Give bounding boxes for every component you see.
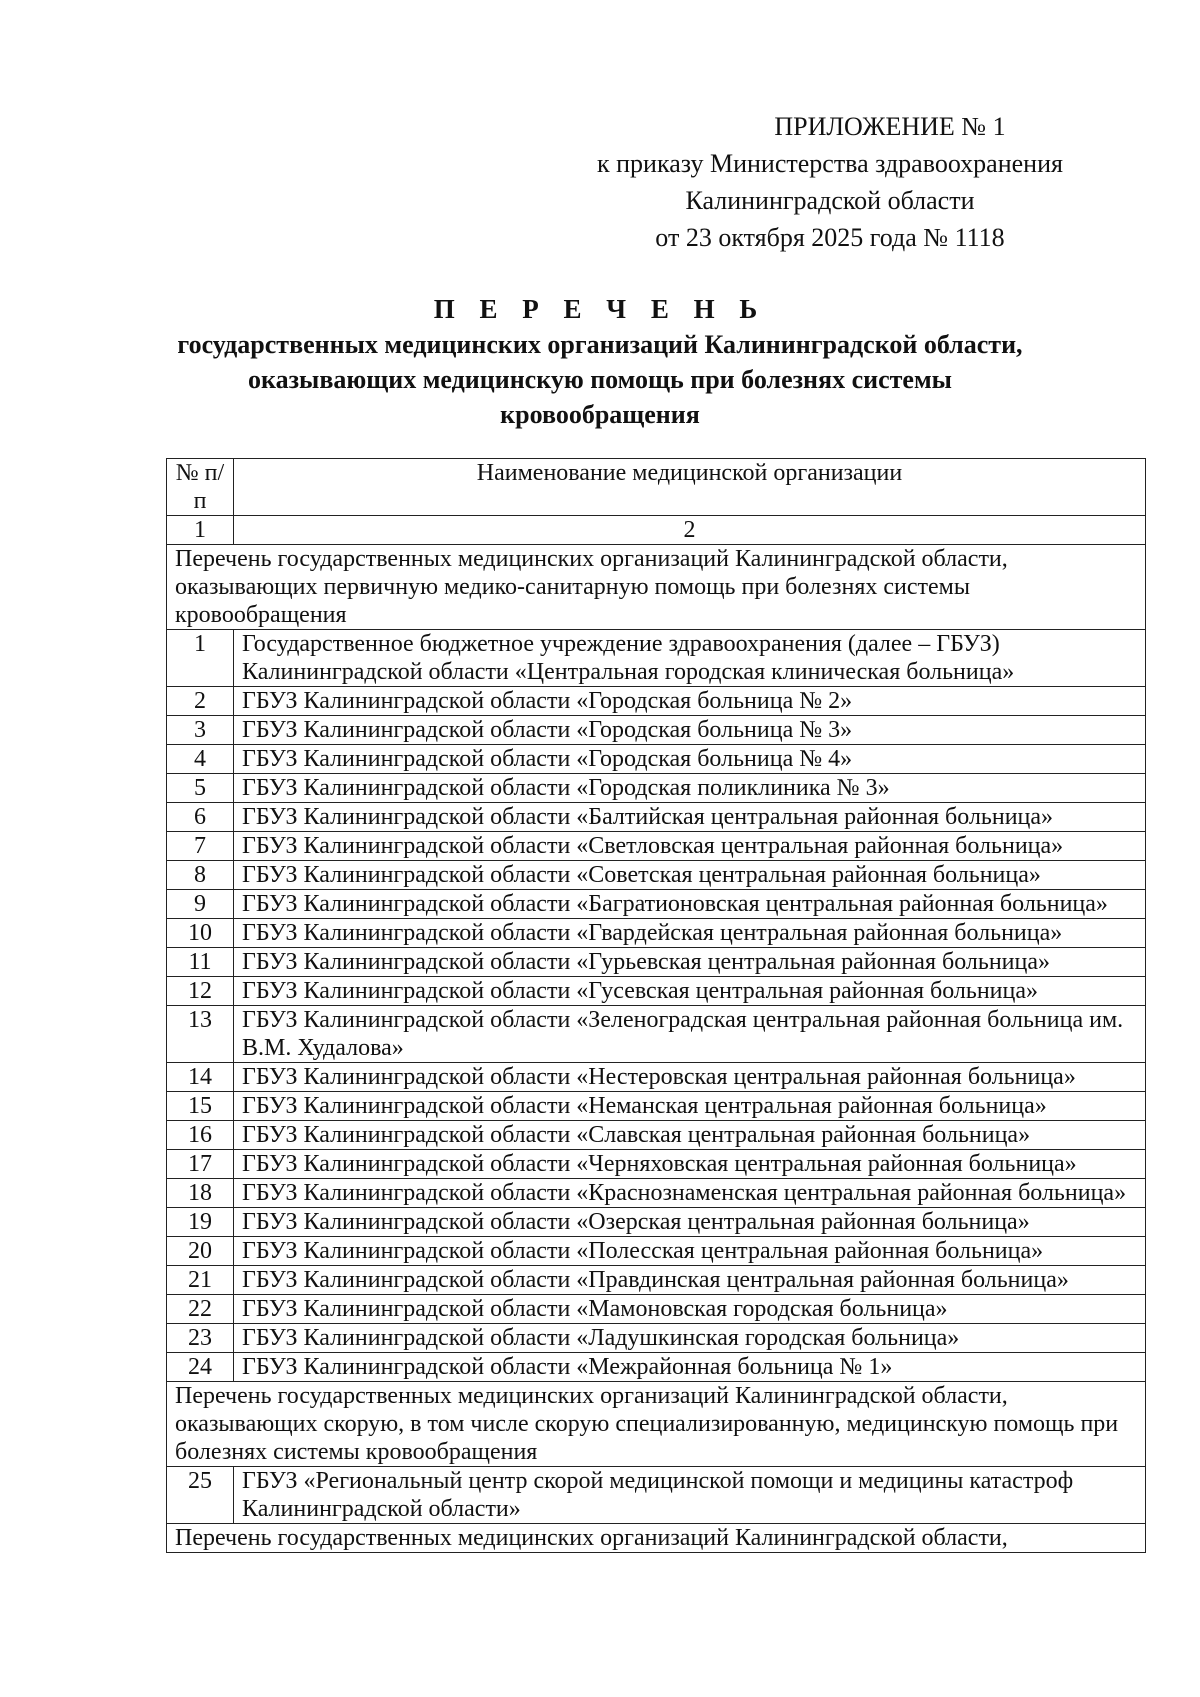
row-number: 18 [167, 1179, 234, 1208]
organization-name: ГБУЗ Калининградской области «Ладушкинская городская больница» [234, 1324, 1146, 1353]
row-number: 23 [167, 1324, 234, 1353]
title-line: кровообращения [500, 400, 700, 429]
organization-name: ГБУЗ Калининградской области «Городская поликлиника № 3» [234, 774, 1146, 803]
row-number: 20 [167, 1237, 234, 1266]
table-row [167, 1237, 1146, 1266]
row-number: 11 [167, 948, 234, 977]
organization-name: ГБУЗ Калининградской области «Черняховская центральная районная больница» [234, 1150, 1146, 1179]
section-heading: Перечень государственных медицинских организаций Калининградской области, [167, 1524, 1146, 1553]
organization-name: ГБУЗ Калининградской области «Гвардейская центральная районная больница» [234, 919, 1146, 948]
table-row [167, 1063, 1146, 1092]
organization-name: ГБУЗ Калининградской области «Советская центральная районная больница» [234, 861, 1146, 890]
table-row [167, 977, 1146, 1006]
column-number: 1 [167, 516, 234, 545]
organization-name: ГБУЗ Калининградской области «Нестеровская центральная районная больница» [234, 1063, 1146, 1092]
row-number: 1 [167, 630, 234, 687]
appendix-block [560, 108, 1100, 256]
document-title [130, 292, 1070, 432]
table-row [167, 832, 1146, 861]
table-row [167, 890, 1146, 919]
row-number: 10 [167, 919, 234, 948]
row-number: 16 [167, 1121, 234, 1150]
row-number: 22 [167, 1295, 234, 1324]
row-number: 14 [167, 1063, 234, 1092]
column-header-number: № п/п [167, 459, 234, 516]
table-row [167, 1353, 1146, 1382]
appendix-region-line: Калининградской области [685, 186, 975, 215]
table-row [167, 716, 1146, 745]
table-row [167, 1324, 1146, 1353]
column-numbers-row [167, 516, 1146, 545]
organization-name: Государственное бюджетное учреждение здравоохранения (далее – ГБУЗ) Калининградской области «Центральная городская клиническая больница» [234, 630, 1146, 687]
appendix-order-line: к приказу Министерства здравоохранения [597, 149, 1063, 178]
organization-name: ГБУЗ Калининградской области «Городская больница № 4» [234, 745, 1146, 774]
table-row [167, 1006, 1146, 1063]
appendix-date-line: от 23 октября 2025 года № 1118 [655, 223, 1005, 252]
section-row [167, 1382, 1146, 1467]
table-row [167, 948, 1146, 977]
section-heading: Перечень государственных медицинских организаций Калининградской области, оказывающих скорую, в том числе скорую специализированную, медицинскую помощь при болезнях системы кровообращения [167, 1382, 1146, 1467]
column-header-name: Наименование медицинской организации [234, 459, 1146, 516]
row-number: 12 [167, 977, 234, 1006]
organization-name: ГБУЗ Калининградской области «Гурьевская центральная районная больница» [234, 948, 1146, 977]
row-number: 4 [167, 745, 234, 774]
organization-name: ГБУЗ Калининградской области «Мамоновская городская больница» [234, 1295, 1146, 1324]
organization-name: ГБУЗ Калининградской области «Неманская центральная районная больница» [234, 1092, 1146, 1121]
organization-name: ГБУЗ Калининградской области «Балтийская центральная районная больница» [234, 803, 1146, 832]
section-heading: Перечень государственных медицинских организаций Калининградской области, оказывающих первичную медико-санитарную помощь при болезнях системы кровообращения [167, 545, 1146, 630]
organization-name: ГБУЗ Калининградской области «Светловская центральная районная больница» [234, 832, 1146, 861]
row-number: 8 [167, 861, 234, 890]
table-row [167, 1266, 1146, 1295]
organization-name: ГБУЗ Калининградской области «Багратионовская центральная районная больница» [234, 890, 1146, 919]
row-number: 25 [167, 1467, 234, 1524]
row-number: 17 [167, 1150, 234, 1179]
organizations-table [166, 458, 1146, 1553]
table-row [167, 774, 1146, 803]
table-row [167, 1150, 1146, 1179]
organization-name: ГБУЗ Калининградской области «Гусевская центральная районная больница» [234, 977, 1146, 1006]
title-line: государственных медицинских организаций Калининградской области, [177, 330, 1023, 359]
table-row [167, 1179, 1146, 1208]
title-line: оказывающих медицинскую помощь при болезнях системы [248, 365, 952, 394]
organization-name: ГБУЗ Калининградской области «Зеленоградская центральная районная больница им. В.М. Худалова» [234, 1006, 1146, 1063]
section-row [167, 1524, 1146, 1553]
row-number: 13 [167, 1006, 234, 1063]
table-row [167, 1208, 1146, 1237]
organization-name: ГБУЗ Калининградской области «Краснознаменская центральная районная больница» [234, 1179, 1146, 1208]
table-row [167, 1092, 1146, 1121]
section-row [167, 545, 1146, 630]
table-row [167, 1121, 1146, 1150]
row-number: 2 [167, 687, 234, 716]
organization-name: ГБУЗ Калининградской области «Городская больница № 2» [234, 687, 1146, 716]
table-row [167, 1467, 1146, 1524]
row-number: 6 [167, 803, 234, 832]
row-number: 7 [167, 832, 234, 861]
organization-name: ГБУЗ Калининградской области «Правдинская центральная районная больница» [234, 1266, 1146, 1295]
table-row [167, 630, 1146, 687]
row-number: 5 [167, 774, 234, 803]
row-number: 21 [167, 1266, 234, 1295]
column-number: 2 [234, 516, 1146, 545]
organization-name: ГБУЗ «Региональный центр скорой медицинской помощи и медицины катастроф Калининградской области» [234, 1467, 1146, 1524]
organization-name: ГБУЗ Калининградской области «Городская больница № 3» [234, 716, 1146, 745]
table-row [167, 919, 1146, 948]
organization-name: ГБУЗ Калининградской области «Полесская центральная районная больница» [234, 1237, 1146, 1266]
row-number: 9 [167, 890, 234, 919]
table-row [167, 803, 1146, 832]
organization-name: ГБУЗ Калининградской области «Славская центральная районная больница» [234, 1121, 1146, 1150]
organization-name: ГБУЗ Калининградской области «Межрайонная больница № 1» [234, 1353, 1146, 1382]
table-row [167, 1295, 1146, 1324]
appendix-title: ПРИЛОЖЕНИЕ № 1 [774, 112, 1006, 141]
table-row [167, 745, 1146, 774]
row-number: 19 [167, 1208, 234, 1237]
title-heading: П Е Р Е Ч Е Н Ь [433, 294, 767, 324]
organization-name: ГБУЗ Калининградской области «Озерская центральная районная больница» [234, 1208, 1146, 1237]
table-row [167, 861, 1146, 890]
row-number: 24 [167, 1353, 234, 1382]
row-number: 15 [167, 1092, 234, 1121]
row-number: 3 [167, 716, 234, 745]
table-header-row [167, 459, 1146, 516]
table-row [167, 687, 1146, 716]
